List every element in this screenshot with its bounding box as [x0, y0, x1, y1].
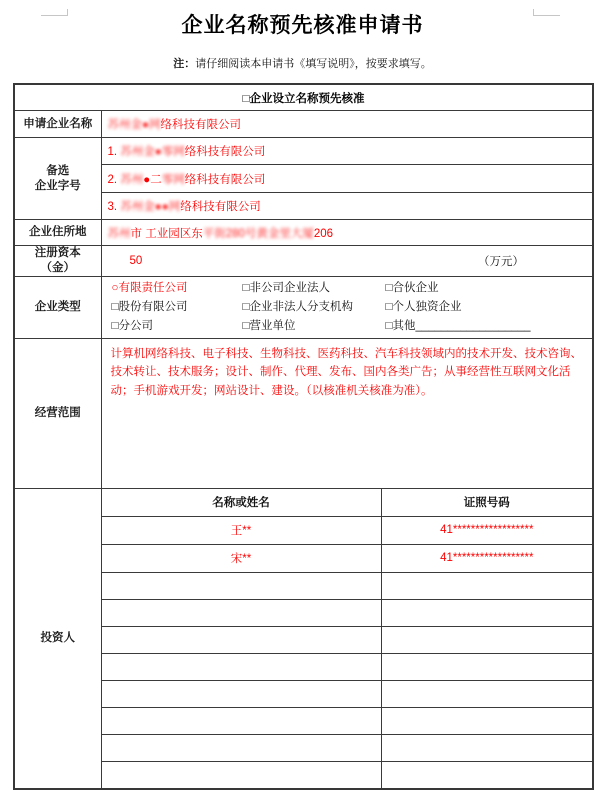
redacted-text: 苏州 — [120, 173, 144, 186]
redacted-text: 平街280号黄金里大厦 — [202, 227, 314, 240]
alt-name-1 — [101, 138, 593, 165]
enterprise-type-row — [14, 276, 593, 338]
type-option: □股份有限公司 — [111, 300, 188, 313]
type-option: □其他__________________ — [385, 319, 531, 332]
applied-name-label: 申请企业名称 — [14, 111, 101, 138]
investor-cert-number: 41****************** — [381, 516, 593, 544]
investor-row — [14, 516, 593, 544]
empty-cell — [101, 761, 381, 789]
business-scope-text: 计算机网络科技、电子科技、生物科技、医药科技、汽车科技领域内的技术开发、技术咨询、技术转让、技术服务；设计、制作、代理、发布、国内各类广告；从事经营性互联网文化活动；手机游戏开发；网站设计、建设。（以核准机关核准为准）。 — [110, 347, 582, 397]
section-header: □企业设立名称预先核准 — [14, 84, 593, 111]
page-corner-mark-right — [533, 9, 560, 16]
redacted-text: 零网 — [161, 173, 185, 186]
type-option: □营业单位 — [242, 319, 296, 332]
empty-cell — [101, 734, 381, 761]
value-text: 络科技有限公司 — [160, 119, 241, 131]
value-text: 市 工业园区东 — [130, 227, 203, 240]
alt-names-label — [14, 138, 101, 220]
alt-name-row-1 — [14, 138, 593, 165]
type-option: □分公司 — [111, 319, 153, 332]
address-value — [101, 220, 593, 246]
value-text: 1. — [107, 146, 121, 158]
empty-cell — [101, 626, 381, 653]
capital-cell — [101, 246, 593, 277]
empty-cell — [101, 653, 381, 680]
investor-cert-number: 41****************** — [381, 544, 593, 572]
alt-names-label-line1: 备选 — [46, 164, 70, 177]
investor-name: 宋** — [101, 544, 381, 572]
investor-cert-column-header: 证照号码 — [381, 488, 593, 516]
redacted-text: 苏州金●零网 — [120, 146, 185, 158]
page-corner-mark-left — [41, 9, 68, 16]
investor-empty-row — [14, 572, 593, 599]
empty-cell — [101, 599, 381, 626]
type-option: □合伙企业 — [385, 281, 439, 294]
enterprise-type-cell — [101, 276, 593, 338]
note-prefix: 注： — [173, 58, 196, 70]
investor-empty-row — [14, 599, 593, 626]
applied-name-row — [14, 111, 593, 138]
capital-label: 注册资本（金） — [14, 246, 101, 277]
empty-cell — [381, 572, 593, 599]
investor-empty-row — [14, 761, 593, 789]
address-row — [14, 220, 593, 246]
value-text: 络科技有限公司 — [184, 146, 266, 158]
alt-name-row-3 — [14, 193, 593, 220]
alt-names-label-line2: 企业字号 — [34, 179, 81, 192]
empty-cell — [381, 734, 593, 761]
investor-name: 王** — [101, 516, 381, 544]
enterprise-type-options — [108, 277, 587, 338]
note-text: 请仔细阅读本申请书《填写说明》，按要求填写。 — [195, 58, 432, 70]
document-page — [0, 9, 605, 784]
type-option: □个人独资企业 — [385, 300, 462, 313]
type-option-selected: ○有限责任公司 — [111, 281, 188, 294]
alt-name-2 — [101, 165, 593, 193]
investors-header-row — [14, 488, 593, 516]
redacted-text: 苏州 — [107, 227, 131, 240]
value-text: 2. — [107, 173, 121, 186]
business-scope-row — [14, 338, 593, 488]
empty-cell — [101, 572, 381, 599]
address-label: 企业住所地 — [14, 220, 101, 246]
capital-value: 50 — [129, 254, 143, 267]
investors-label: 投资人 — [14, 488, 101, 789]
value-text: 络科技有限公司 — [180, 201, 261, 213]
empty-cell — [381, 707, 593, 734]
document-title: 企业名称预先核准申请书 — [181, 14, 424, 37]
investor-empty-row — [14, 653, 593, 680]
empty-cell — [381, 680, 593, 707]
investor-row — [14, 544, 593, 572]
application-form-table — [13, 83, 594, 790]
investor-name-column-header: 名称或姓名 — [101, 488, 381, 516]
empty-cell — [381, 653, 593, 680]
alt-name-row-2 — [14, 165, 593, 193]
business-scope-label: 经营范围 — [14, 338, 101, 488]
value-text: 络科技有限公司 — [184, 173, 266, 186]
applied-name-value — [101, 111, 593, 138]
investor-empty-row — [14, 734, 593, 761]
empty-cell — [101, 707, 381, 734]
empty-cell — [101, 680, 381, 707]
investors-section — [14, 488, 593, 789]
capital-unit: （万元） — [478, 255, 525, 268]
enterprise-type-label: 企业类型 — [14, 276, 101, 338]
empty-cell — [381, 599, 593, 626]
section-header-row — [14, 84, 593, 111]
redacted-text: 苏州金●网 — [107, 119, 161, 131]
business-scope-cell — [101, 338, 593, 488]
capital-row — [14, 246, 593, 277]
empty-cell — [381, 626, 593, 653]
type-option: □企业非法人分支机构 — [242, 300, 353, 313]
fill-instructions-note — [0, 55, 605, 71]
redacted-text: 苏州金●●网 — [120, 201, 181, 213]
empty-cell — [381, 761, 593, 789]
investor-empty-row — [14, 707, 593, 734]
alt-name-3 — [101, 193, 593, 220]
investor-empty-row — [14, 626, 593, 653]
investor-empty-row — [14, 680, 593, 707]
value-text: ●二 — [143, 173, 162, 186]
type-option: □非公司企业法人 — [242, 281, 330, 294]
value-text: 206 — [313, 227, 334, 240]
value-text: 3. — [107, 201, 121, 213]
